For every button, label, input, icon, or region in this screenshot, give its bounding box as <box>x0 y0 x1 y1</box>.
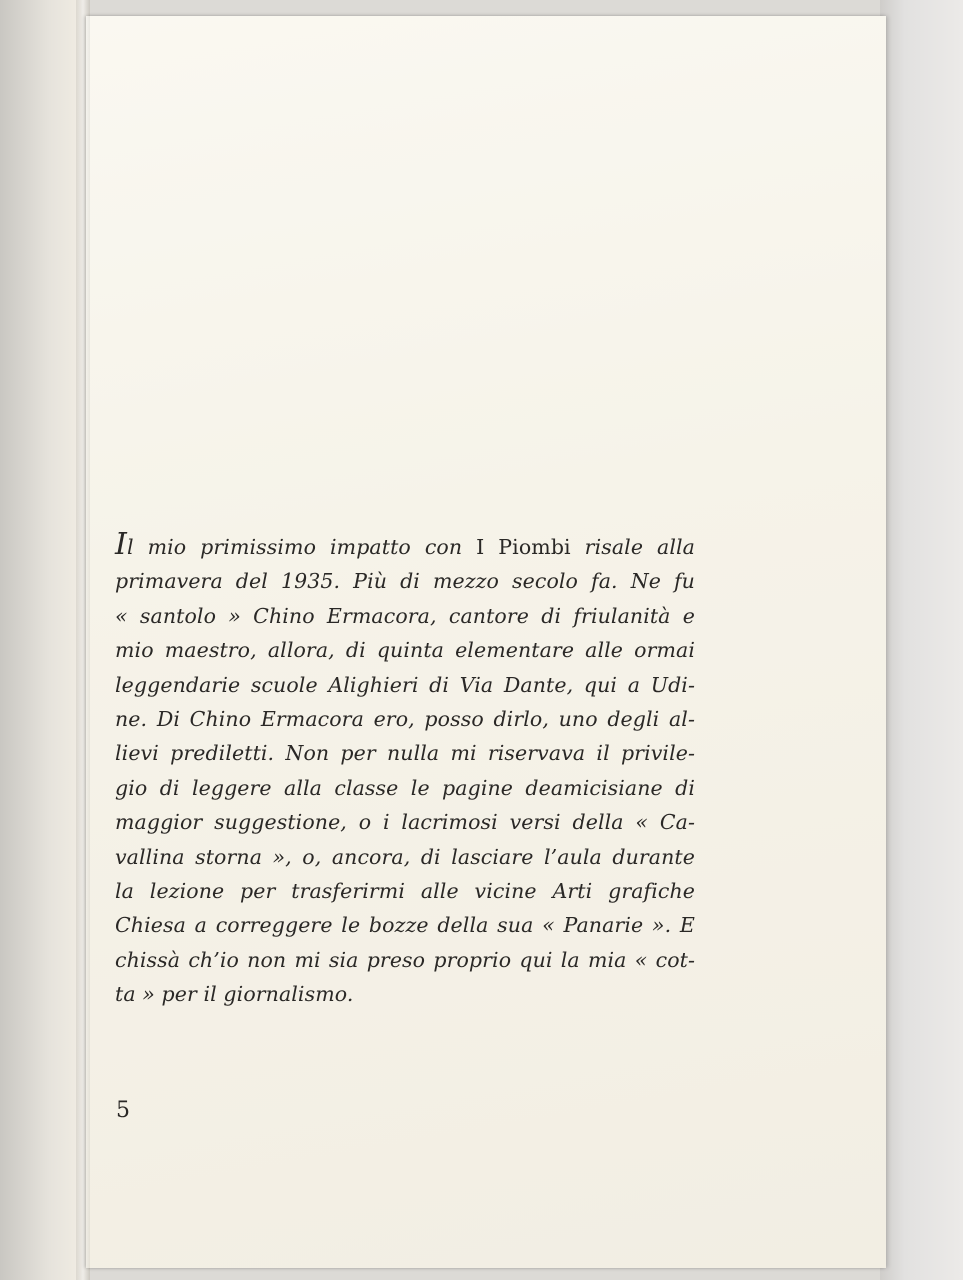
text-line: lievi prediletti. Non per nulla mi riservava il privile- <box>115 741 695 766</box>
text-line-last: ta » per il giornalismo. <box>115 982 354 1007</box>
text-line: vallina storna », o, ancora, di lasciare l’aula durante <box>115 844 695 869</box>
body-paragraph <box>115 527 695 1012</box>
book-title: I Piombi <box>476 535 571 559</box>
page-edge <box>76 0 90 1280</box>
text-line: ne. Di Chino Ermacora ero, posso dirlo, uno degli al- <box>115 707 695 732</box>
text-line: primavera del 1935. Più di mezzo secolo fa. Ne fu <box>115 569 695 594</box>
text-line: mio maestro, allora, di quinta elementare alle ormai <box>115 638 695 663</box>
text-line-1: Il mio primissimo impatto con I Piombi risale alla <box>115 527 695 562</box>
page-number: 5 <box>116 1098 130 1123</box>
text-line: « santolo » Chino Ermacora, cantore di friulanità e <box>115 603 695 628</box>
drop-cap: I <box>115 527 127 562</box>
text-line: leggendarie scuole Alighieri di Via Dante, qui a Udi- <box>115 672 695 697</box>
background-surface <box>880 0 963 1280</box>
text-line: Chiesa a correggere le bozze della sua « Panarie ». E <box>115 913 695 938</box>
text-line: gio di leggere alla classe le pagine deamicisiane di <box>115 775 695 800</box>
text-line: maggior suggestione, o i lacrimosi versi della « Ca- <box>115 810 695 835</box>
text-line: la lezione per trasferirmi alle vicine Arti grafiche <box>115 879 695 904</box>
text-line: chissà ch’io non mi sia preso proprio qui la mia « cot- <box>115 947 695 972</box>
